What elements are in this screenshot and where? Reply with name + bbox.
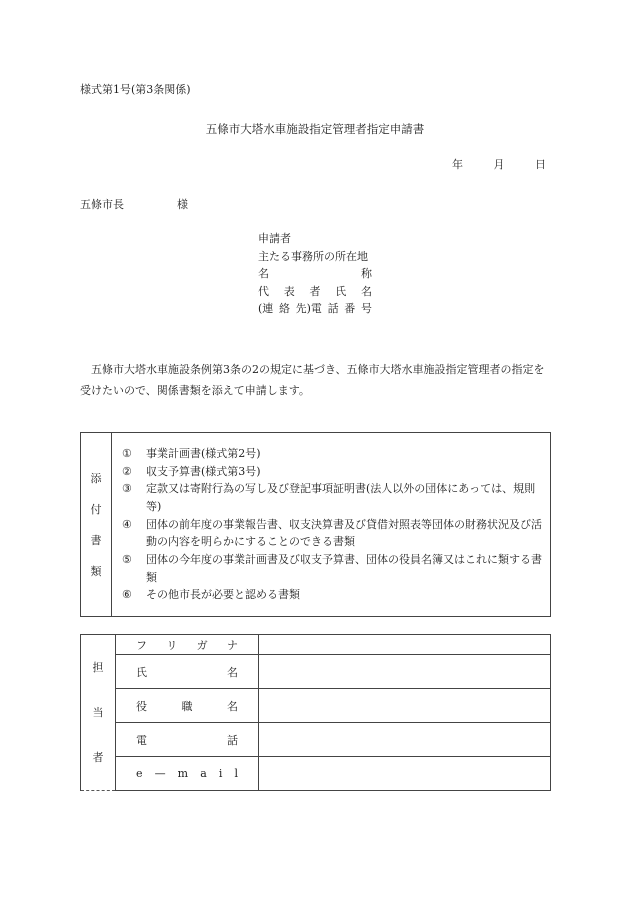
addressee-name: 五條市長 <box>80 198 124 211</box>
date-month-label: 月 <box>493 158 505 171</box>
date-day-label: 日 <box>535 158 546 171</box>
applicant-address-label: 主 た る 事 務 所 の 所 在 地 <box>258 249 368 263</box>
contact-side-label: 担 当 者 <box>81 635 116 791</box>
applicant-heading: 申請者 <box>258 232 291 245</box>
position-field[interactable] <box>259 689 551 723</box>
applicant-phone-label: (連 絡 先)電 話 番 号 <box>258 302 372 315</box>
attachments-side-label: 添 付 書 類 <box>81 433 112 617</box>
list-item: ① 事業計画書(様式第2号) <box>122 446 261 460</box>
list-item: ② 収支予算書(様式第3号) <box>122 464 261 478</box>
attachments-table <box>80 432 551 617</box>
applicant-name-label: 名 称 <box>258 267 372 280</box>
phone-label: 電 話 <box>116 723 259 757</box>
name-field[interactable] <box>259 655 551 689</box>
name-label: 氏 名 <box>116 655 259 689</box>
list-item: ⑤ 団体の今年度の事業計画書及び収支予算書、団体の役員名簿又はこれに類する書類 <box>122 553 542 584</box>
list-item: ④ 団体の前年度の事業報告書、収支決算書及び貸借対照表等団体の財務状況及び活動の内容を明らかにすることのできる書類 <box>122 517 542 549</box>
document-title: 五條市大塔水車施設指定管理者指定申請書 <box>205 122 425 136</box>
list-item: ⑥ その他市長が必要と認める書類 <box>122 588 300 602</box>
applicant-representative-label: 代 表 者 氏 名 <box>258 284 372 298</box>
addressee <box>80 196 188 212</box>
applicant-block <box>258 230 372 318</box>
phone-field[interactable] <box>259 723 551 757</box>
position-label: 役 職 名 <box>116 689 259 723</box>
date-line <box>452 156 573 172</box>
date-year-label: 年 <box>452 158 463 171</box>
addressee-honorific: 様 <box>177 198 188 211</box>
email-field[interactable] <box>259 757 551 791</box>
furigana-label: フ リ ガ ナ <box>116 635 259 655</box>
list-item: ③ 定款又は寄附行為の写し及び登記事項証明書(法人以外の団体にあっては、規則等) <box>122 482 536 513</box>
contact-person-table <box>80 634 551 791</box>
furigana-field[interactable] <box>259 635 551 655</box>
form-number: 様式第1号(第3条関係) <box>80 83 191 96</box>
email-label: e — m a i l <box>116 757 259 791</box>
application-statement: 五條市大塔水車施設条例第3条の2の規定に基づき、五條市大塔水車施設指定管理者の指定を受けたいので、関係書類を添えて申請します。 <box>80 363 545 397</box>
attachments-list <box>112 433 551 617</box>
